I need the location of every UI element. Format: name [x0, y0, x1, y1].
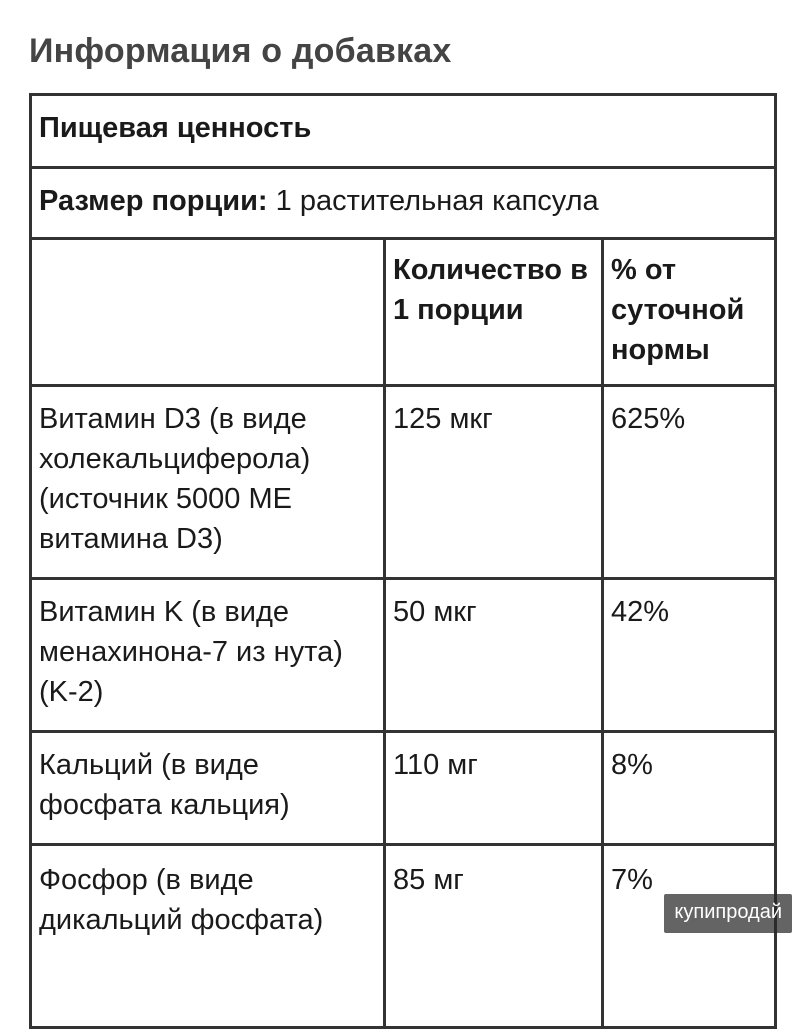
nutrient-amount: 125 мкг: [385, 386, 603, 579]
nutrient-name: Витамин K (в виде менахинона-7 из нута) (K-2): [31, 579, 385, 732]
page-title: Информация о добавках: [29, 32, 452, 70]
watermark-badge: купипродай: [664, 894, 792, 933]
nutrient-name: Кальций (в виде фосфата кальция): [31, 732, 385, 845]
table-title: Пищевая ценность: [31, 95, 776, 168]
serving-size-cell: [31, 168, 776, 239]
nutrient-daily-value: 7%: [603, 845, 776, 1028]
table-row: [31, 732, 776, 845]
header-amount: Количество в 1 порции: [385, 239, 603, 386]
column-header-row: [31, 239, 776, 386]
serving-size-row: [31, 168, 776, 239]
nutrient-amount: 85 мг: [385, 845, 603, 1028]
nutrient-amount: 50 мкг: [385, 579, 603, 732]
header-empty-cell: [31, 239, 385, 386]
supplement-facts-table: [29, 93, 777, 1029]
nutrient-daily-value: 42%: [603, 579, 776, 732]
table-title-row: [31, 95, 776, 168]
nutrient-daily-value: 8%: [603, 732, 776, 845]
nutrient-name: Витамин D3 (в виде холекальциферола) (источник 5000 МЕ витамина D3): [31, 386, 385, 579]
table-row: [31, 845, 776, 1028]
table-row: [31, 386, 776, 579]
serving-size-value: 1 растительная капсула: [267, 185, 599, 217]
serving-size-label: Размер порции:: [39, 185, 268, 217]
nutrient-name: Фосфор (в виде дикальций фосфата): [31, 845, 385, 1028]
nutrient-amount: 110 мг: [385, 732, 603, 845]
table-row: [31, 579, 776, 732]
header-daily-value: % от суточной нормы: [603, 239, 776, 386]
nutrient-daily-value: 625%: [603, 386, 776, 579]
